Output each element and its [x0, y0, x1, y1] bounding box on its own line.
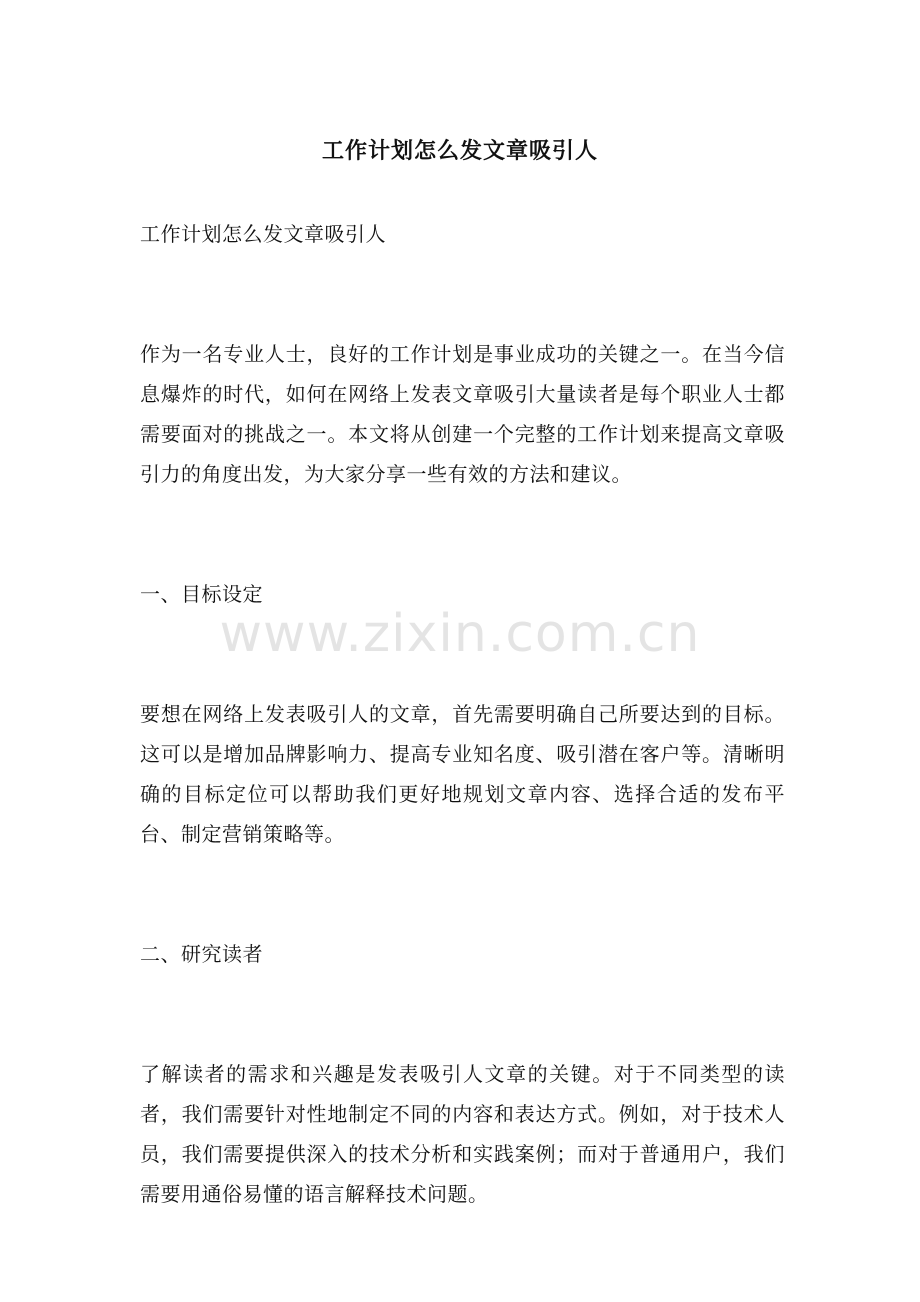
paragraph-gap [140, 294, 785, 334]
paragraph-gap [140, 894, 785, 934]
paragraph-gap [140, 854, 785, 894]
paragraph-gap [140, 654, 785, 694]
paragraph-gap [140, 614, 785, 654]
section-2-body: 了解读者的需求和兴趣是发表吸引人文章的关键。对于不同类型的读者，我们需要针对性地制定不同的内容和表达方式。例如，对于技术人员，我们需要提供深入的技术分析和实践案例；而对于普通用户，我们需要用通俗易懂的语言解释技术问题。 [140, 1062, 785, 1206]
watermark: www.zixin.com.cn [219, 604, 701, 664]
subtitle: 工作计划怎么发文章吸引人 [140, 222, 386, 246]
paragraph-gap [140, 494, 785, 534]
section-1-heading: 一、目标设定 [140, 582, 263, 606]
paragraph-gap [140, 974, 785, 1014]
document-title: 工作计划怎么发文章吸引人 [321, 137, 598, 164]
paragraph-gap [140, 1014, 785, 1054]
document-body [140, 214, 785, 1214]
paragraph-gap [140, 534, 785, 574]
intro-paragraph: 作为一名专业人士，良好的工作计划是事业成功的关键之一。在当今信息爆炸的时代，如何在网络上发表文章吸引大量读者是每个职业人士都需要面对的挑战之一。本文将从创建一个完整的工作计划来提高文章吸引力的角度出发，为大家分享一些有效的方法和建议。 [140, 342, 785, 486]
section-1-body: 要想在网络上发表吸引人的文章，首先需要明确自己所要达到的目标。这可以是增加品牌影响力、提高专业知名度、吸引潜在客户等。清晰明确的目标定位可以帮助我们更好地规划文章内容、选择合适的发布平台、制定营销策略等。 [140, 702, 785, 846]
paragraph-gap [140, 254, 785, 294]
section-2-heading: 二、研究读者 [140, 942, 263, 966]
